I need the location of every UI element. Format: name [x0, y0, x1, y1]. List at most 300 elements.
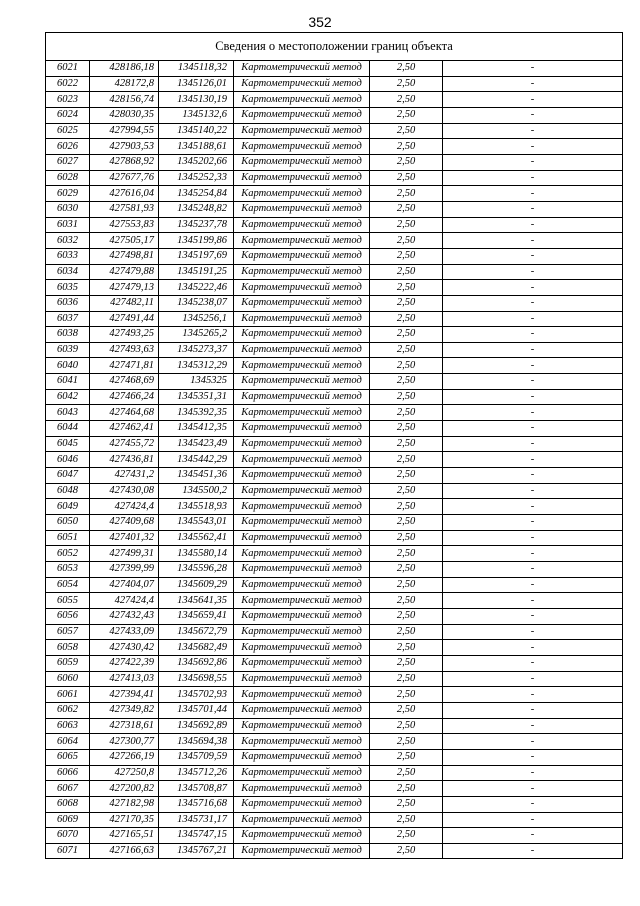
point-number-cell: 6061: [46, 687, 90, 703]
method-cell: Картометрический метод: [234, 702, 370, 718]
description-cell: -: [443, 311, 623, 327]
coord-x-cell: 427464,68: [90, 405, 159, 421]
accuracy-cell: 2,50: [370, 248, 443, 264]
table-row: [46, 749, 623, 765]
coord-y-cell: 1345702,93: [159, 687, 234, 703]
accuracy-cell: 2,50: [370, 608, 443, 624]
method-cell: Картометрический метод: [234, 655, 370, 671]
coord-y-cell: 1345543,01: [159, 515, 234, 531]
point-number-cell: 6028: [46, 170, 90, 186]
point-number-cell: 6051: [46, 530, 90, 546]
description-cell: -: [443, 358, 623, 374]
accuracy-cell: 2,50: [370, 640, 443, 656]
description-cell: -: [443, 61, 623, 77]
coord-y-cell: 1345273,37: [159, 342, 234, 358]
coord-x-cell: 427462,41: [90, 421, 159, 437]
point-number-cell: 6035: [46, 280, 90, 296]
point-number-cell: 6024: [46, 107, 90, 123]
coord-y-cell: 1345712,26: [159, 765, 234, 781]
page-number: 352: [308, 14, 332, 30]
table-row: [46, 186, 623, 202]
boundary-coordinates-table: [45, 32, 623, 859]
coord-x-cell: 427431,2: [90, 468, 159, 484]
point-number-cell: 6060: [46, 671, 90, 687]
description-cell: -: [443, 327, 623, 343]
accuracy-cell: 2,50: [370, 765, 443, 781]
table-row: [46, 264, 623, 280]
description-cell: -: [443, 499, 623, 515]
method-cell: Картометрический метод: [234, 452, 370, 468]
accuracy-cell: 2,50: [370, 92, 443, 108]
table-row: [46, 374, 623, 390]
point-number-cell: 6042: [46, 389, 90, 405]
coord-x-cell: 427479,13: [90, 280, 159, 296]
table-row: [46, 577, 623, 593]
table-row: [46, 608, 623, 624]
method-cell: Картометрический метод: [234, 154, 370, 170]
method-cell: Картометрический метод: [234, 342, 370, 358]
coord-y-cell: 1345237,78: [159, 217, 234, 233]
coord-x-cell: 427505,17: [90, 233, 159, 249]
coord-x-cell: 427300,77: [90, 734, 159, 750]
description-cell: -: [443, 107, 623, 123]
coord-y-cell: 1345747,15: [159, 828, 234, 844]
coord-x-cell: 427318,61: [90, 718, 159, 734]
method-cell: Картометрический метод: [234, 186, 370, 202]
table-row: [46, 170, 623, 186]
coord-y-cell: 1345708,87: [159, 781, 234, 797]
coord-x-cell: 427868,92: [90, 154, 159, 170]
description-cell: -: [443, 718, 623, 734]
coord-y-cell: 1345256,1: [159, 311, 234, 327]
point-number-cell: 6063: [46, 718, 90, 734]
coord-x-cell: 427349,82: [90, 702, 159, 718]
method-cell: Картометрический метод: [234, 327, 370, 343]
accuracy-cell: 2,50: [370, 812, 443, 828]
table-row: [46, 233, 623, 249]
description-cell: -: [443, 342, 623, 358]
method-cell: Картометрический метод: [234, 765, 370, 781]
point-number-cell: 6070: [46, 828, 90, 844]
accuracy-cell: 2,50: [370, 734, 443, 750]
point-number-cell: 6022: [46, 76, 90, 92]
description-cell: -: [443, 280, 623, 296]
method-cell: Картометрический метод: [234, 248, 370, 264]
table-row: [46, 530, 623, 546]
method-cell: Картометрический метод: [234, 389, 370, 405]
table-row: [46, 311, 623, 327]
table-row: [46, 327, 623, 343]
description-cell: -: [443, 687, 623, 703]
method-cell: Картометрический метод: [234, 107, 370, 123]
description-cell: -: [443, 765, 623, 781]
coord-x-cell: 427553,83: [90, 217, 159, 233]
accuracy-cell: 2,50: [370, 749, 443, 765]
point-number-cell: 6050: [46, 515, 90, 531]
coord-x-cell: 428156,74: [90, 92, 159, 108]
table-title-row: [46, 33, 623, 61]
method-cell: Картометрический метод: [234, 749, 370, 765]
coord-x-cell: 427413,03: [90, 671, 159, 687]
description-cell: -: [443, 655, 623, 671]
description-cell: -: [443, 154, 623, 170]
point-number-cell: 6058: [46, 640, 90, 656]
point-number-cell: 6068: [46, 796, 90, 812]
table-body: [46, 61, 623, 859]
description-cell: -: [443, 389, 623, 405]
point-number-cell: 6037: [46, 311, 90, 327]
description-cell: -: [443, 421, 623, 437]
coord-y-cell: 1345412,35: [159, 421, 234, 437]
table-row: [46, 123, 623, 139]
coord-y-cell: 1345518,93: [159, 499, 234, 515]
table-row: [46, 217, 623, 233]
accuracy-cell: 2,50: [370, 76, 443, 92]
table-row: [46, 624, 623, 640]
coord-x-cell: 427677,76: [90, 170, 159, 186]
description-cell: -: [443, 264, 623, 280]
coord-y-cell: 1345694,38: [159, 734, 234, 750]
accuracy-cell: 2,50: [370, 718, 443, 734]
coord-x-cell: 427430,08: [90, 483, 159, 499]
method-cell: Картометрический метод: [234, 734, 370, 750]
table-row: [46, 640, 623, 656]
point-number-cell: 6032: [46, 233, 90, 249]
table-row: [46, 718, 623, 734]
table-row: [46, 765, 623, 781]
method-cell: Картометрический метод: [234, 280, 370, 296]
accuracy-cell: 2,50: [370, 546, 443, 562]
accuracy-cell: 2,50: [370, 327, 443, 343]
point-number-cell: 6065: [46, 749, 90, 765]
coord-y-cell: 1345609,29: [159, 577, 234, 593]
accuracy-cell: 2,50: [370, 280, 443, 296]
table-row: [46, 593, 623, 609]
accuracy-cell: 2,50: [370, 687, 443, 703]
point-number-cell: 6056: [46, 608, 90, 624]
method-cell: Картометрический метод: [234, 311, 370, 327]
point-number-cell: 6053: [46, 562, 90, 578]
point-number-cell: 6049: [46, 499, 90, 515]
point-number-cell: 6071: [46, 843, 90, 859]
table-row: [46, 389, 623, 405]
point-number-cell: 6031: [46, 217, 90, 233]
table-row: [46, 248, 623, 264]
point-number-cell: 6026: [46, 139, 90, 155]
table-row: [46, 483, 623, 499]
point-number-cell: 6057: [46, 624, 90, 640]
accuracy-cell: 2,50: [370, 342, 443, 358]
point-number-cell: 6030: [46, 201, 90, 217]
point-number-cell: 6064: [46, 734, 90, 750]
point-number-cell: 6029: [46, 186, 90, 202]
point-number-cell: 6055: [46, 593, 90, 609]
method-cell: Картометрический метод: [234, 796, 370, 812]
description-cell: -: [443, 92, 623, 108]
description-cell: -: [443, 781, 623, 797]
method-cell: Картометрический метод: [234, 358, 370, 374]
point-number-cell: 6062: [46, 702, 90, 718]
accuracy-cell: 2,50: [370, 499, 443, 515]
accuracy-cell: 2,50: [370, 154, 443, 170]
coord-y-cell: 1345132,6: [159, 107, 234, 123]
table-row: [46, 702, 623, 718]
coord-y-cell: 1345451,36: [159, 468, 234, 484]
coord-y-cell: 1345197,69: [159, 248, 234, 264]
method-cell: Картометрический метод: [234, 530, 370, 546]
method-cell: Картометрический метод: [234, 374, 370, 390]
coord-x-cell: 427165,51: [90, 828, 159, 844]
method-cell: Картометрический метод: [234, 499, 370, 515]
table-row: [46, 812, 623, 828]
coord-y-cell: 1345140,22: [159, 123, 234, 139]
point-number-cell: 6036: [46, 295, 90, 311]
table-row: [46, 499, 623, 515]
coord-y-cell: 1345392,35: [159, 405, 234, 421]
coord-y-cell: 1345716,68: [159, 796, 234, 812]
point-number-cell: 6021: [46, 61, 90, 77]
point-number-cell: 6040: [46, 358, 90, 374]
point-number-cell: 6027: [46, 154, 90, 170]
accuracy-cell: 2,50: [370, 233, 443, 249]
table-row: [46, 468, 623, 484]
point-number-cell: 6054: [46, 577, 90, 593]
coord-y-cell: 1345130,19: [159, 92, 234, 108]
method-cell: Картометрический метод: [234, 123, 370, 139]
coord-x-cell: 427424,4: [90, 593, 159, 609]
coord-x-cell: 427498,81: [90, 248, 159, 264]
accuracy-cell: 2,50: [370, 702, 443, 718]
accuracy-cell: 2,50: [370, 374, 443, 390]
table-row: [46, 687, 623, 703]
table-row: [46, 61, 623, 77]
method-cell: Картометрический метод: [234, 483, 370, 499]
coord-y-cell: 1345672,79: [159, 624, 234, 640]
description-cell: -: [443, 374, 623, 390]
point-number-cell: 6067: [46, 781, 90, 797]
coord-x-cell: 427499,31: [90, 546, 159, 562]
coord-y-cell: 1345767,21: [159, 843, 234, 859]
method-cell: Картометрический метод: [234, 295, 370, 311]
description-cell: -: [443, 640, 623, 656]
accuracy-cell: 2,50: [370, 123, 443, 139]
description-cell: -: [443, 624, 623, 640]
method-cell: Картометрический метод: [234, 546, 370, 562]
coord-x-cell: 427479,88: [90, 264, 159, 280]
coord-x-cell: 427424,4: [90, 499, 159, 515]
table-row: [46, 515, 623, 531]
description-cell: -: [443, 468, 623, 484]
accuracy-cell: 2,50: [370, 186, 443, 202]
method-cell: Картометрический метод: [234, 624, 370, 640]
method-cell: Картометрический метод: [234, 515, 370, 531]
accuracy-cell: 2,50: [370, 295, 443, 311]
coord-x-cell: 427409,68: [90, 515, 159, 531]
coord-x-cell: 427493,25: [90, 327, 159, 343]
accuracy-cell: 2,50: [370, 421, 443, 437]
table-row: [46, 76, 623, 92]
accuracy-cell: 2,50: [370, 577, 443, 593]
method-cell: Картометрический метод: [234, 217, 370, 233]
coord-y-cell: 1345191,25: [159, 264, 234, 280]
accuracy-cell: 2,50: [370, 593, 443, 609]
coord-y-cell: 1345252,33: [159, 170, 234, 186]
table-row: [46, 546, 623, 562]
description-cell: -: [443, 436, 623, 452]
accuracy-cell: 2,50: [370, 796, 443, 812]
accuracy-cell: 2,50: [370, 436, 443, 452]
coord-x-cell: 427432,43: [90, 608, 159, 624]
coord-y-cell: 1345202,66: [159, 154, 234, 170]
coord-y-cell: 1345659,41: [159, 608, 234, 624]
table-row: [46, 92, 623, 108]
description-cell: -: [443, 546, 623, 562]
coord-x-cell: 427616,04: [90, 186, 159, 202]
method-cell: Картометрический метод: [234, 264, 370, 280]
point-number-cell: 6069: [46, 812, 90, 828]
method-cell: Картометрический метод: [234, 562, 370, 578]
coord-x-cell: 428186,18: [90, 61, 159, 77]
method-cell: Картометрический метод: [234, 201, 370, 217]
table-row: [46, 201, 623, 217]
accuracy-cell: 2,50: [370, 452, 443, 468]
coord-x-cell: 427468,69: [90, 374, 159, 390]
point-number-cell: 6033: [46, 248, 90, 264]
table-row: [46, 342, 623, 358]
table-title: Сведения о местоположении границ объекта: [46, 33, 623, 61]
description-cell: -: [443, 201, 623, 217]
coord-x-cell: 427200,82: [90, 781, 159, 797]
table-row: [46, 796, 623, 812]
method-cell: Картометрический метод: [234, 61, 370, 77]
coord-y-cell: 1345254,84: [159, 186, 234, 202]
coord-y-cell: 1345731,17: [159, 812, 234, 828]
accuracy-cell: 2,50: [370, 515, 443, 531]
description-cell: -: [443, 734, 623, 750]
coord-y-cell: 1345118,32: [159, 61, 234, 77]
coord-y-cell: 1345423,49: [159, 436, 234, 452]
description-cell: -: [443, 843, 623, 859]
table-row: [46, 154, 623, 170]
description-cell: -: [443, 515, 623, 531]
coord-y-cell: 1345682,49: [159, 640, 234, 656]
accuracy-cell: 2,50: [370, 655, 443, 671]
coord-y-cell: 1345692,89: [159, 718, 234, 734]
coord-y-cell: 1345701,44: [159, 702, 234, 718]
description-cell: -: [443, 233, 623, 249]
accuracy-cell: 2,50: [370, 107, 443, 123]
description-cell: -: [443, 248, 623, 264]
accuracy-cell: 2,50: [370, 217, 443, 233]
point-number-cell: 6044: [46, 421, 90, 437]
coord-y-cell: 1345692,86: [159, 655, 234, 671]
point-number-cell: 6034: [46, 264, 90, 280]
table-row: [46, 421, 623, 437]
method-cell: Картометрический метод: [234, 828, 370, 844]
description-cell: -: [443, 796, 623, 812]
method-cell: Картометрический метод: [234, 139, 370, 155]
method-cell: Картометрический метод: [234, 687, 370, 703]
point-number-cell: 6041: [46, 374, 90, 390]
description-cell: -: [443, 186, 623, 202]
coord-y-cell: 1345222,46: [159, 280, 234, 296]
coord-x-cell: 427491,44: [90, 311, 159, 327]
table-row: [46, 405, 623, 421]
method-cell: Картометрический метод: [234, 718, 370, 734]
description-cell: -: [443, 483, 623, 499]
table-row: [46, 734, 623, 750]
accuracy-cell: 2,50: [370, 389, 443, 405]
accuracy-cell: 2,50: [370, 311, 443, 327]
coord-x-cell: 427166,63: [90, 843, 159, 859]
method-cell: Картометрический метод: [234, 812, 370, 828]
accuracy-cell: 2,50: [370, 139, 443, 155]
coord-y-cell: 1345562,41: [159, 530, 234, 546]
accuracy-cell: 2,50: [370, 562, 443, 578]
description-cell: -: [443, 123, 623, 139]
coord-x-cell: 428030,35: [90, 107, 159, 123]
coord-x-cell: 427401,32: [90, 530, 159, 546]
accuracy-cell: 2,50: [370, 170, 443, 186]
table-row: [46, 295, 623, 311]
coord-x-cell: 427399,99: [90, 562, 159, 578]
point-number-cell: 6046: [46, 452, 90, 468]
method-cell: Картометрический метод: [234, 92, 370, 108]
coord-x-cell: 427471,81: [90, 358, 159, 374]
table-row: [46, 781, 623, 797]
coord-y-cell: 1345248,82: [159, 201, 234, 217]
coord-x-cell: 427903,53: [90, 139, 159, 155]
method-cell: Картометрический метод: [234, 468, 370, 484]
table-row: [46, 107, 623, 123]
description-cell: -: [443, 577, 623, 593]
coord-y-cell: 1345188,61: [159, 139, 234, 155]
coord-y-cell: 1345351,31: [159, 389, 234, 405]
accuracy-cell: 2,50: [370, 201, 443, 217]
point-number-cell: 6048: [46, 483, 90, 499]
method-cell: Картометрический метод: [234, 76, 370, 92]
accuracy-cell: 2,50: [370, 828, 443, 844]
method-cell: Картометрический метод: [234, 421, 370, 437]
method-cell: Картометрический метод: [234, 671, 370, 687]
coord-x-cell: 428172,8: [90, 76, 159, 92]
coord-y-cell: 1345596,28: [159, 562, 234, 578]
method-cell: Картометрический метод: [234, 781, 370, 797]
point-number-cell: 6059: [46, 655, 90, 671]
coord-y-cell: 1345698,55: [159, 671, 234, 687]
description-cell: -: [443, 671, 623, 687]
description-cell: -: [443, 295, 623, 311]
coord-x-cell: 427436,81: [90, 452, 159, 468]
coord-x-cell: 427394,41: [90, 687, 159, 703]
method-cell: Картометрический метод: [234, 640, 370, 656]
table-row: [46, 843, 623, 859]
accuracy-cell: 2,50: [370, 530, 443, 546]
coord-y-cell: 1345500,2: [159, 483, 234, 499]
description-cell: -: [443, 702, 623, 718]
coord-x-cell: 427493,63: [90, 342, 159, 358]
method-cell: Картометрический метод: [234, 593, 370, 609]
coord-x-cell: 427182,98: [90, 796, 159, 812]
description-cell: -: [443, 170, 623, 186]
accuracy-cell: 2,50: [370, 624, 443, 640]
accuracy-cell: 2,50: [370, 468, 443, 484]
coord-y-cell: 1345265,2: [159, 327, 234, 343]
table-row: [46, 828, 623, 844]
coord-x-cell: 427404,07: [90, 577, 159, 593]
coord-x-cell: 427430,42: [90, 640, 159, 656]
coord-y-cell: 1345199,86: [159, 233, 234, 249]
